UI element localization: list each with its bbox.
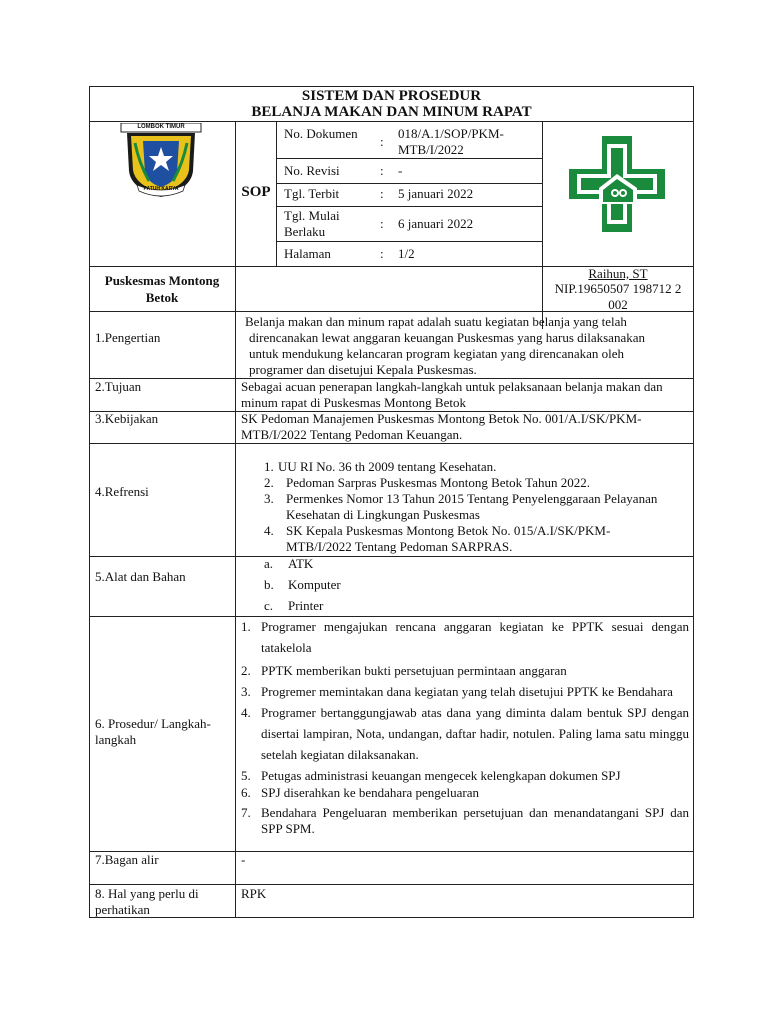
list-item: 2. PPTK memberikan bukti persetujuan permintaan anggaran	[241, 663, 567, 678]
section-label-bagan: 7.Bagan alir	[95, 852, 159, 867]
section-label-prosedur: 6. Prosedur/ Langkah-langkah	[95, 716, 211, 747]
meta-sep-tgl-terbit: :	[380, 186, 384, 201]
meta-label-no-revisi: No. Revisi	[284, 163, 340, 178]
meta-sep-no-revisi: :	[380, 163, 384, 178]
meta-value-no-dokumen: 018/A.1/SOP/PKM-MTB/I/2022	[398, 126, 504, 157]
meta-label-tgl-terbit: Tgl. Terbit	[284, 186, 340, 201]
section-label-referensi: 4.Refrensi	[95, 484, 149, 499]
list-item: 3. Permenkes Nomor 13 Tahun 2015 Tentang Penyelenggaraan Pelayanan Kesehatan di Lingkungan Puskesmas	[264, 491, 658, 522]
meta-value-no-revisi: -	[398, 163, 403, 178]
list-item: 1. UU RI No. 36 th 2009 tentang Kesehatan.	[264, 459, 497, 474]
meta-value-tgl-mulai: 6 januari 2022	[398, 216, 474, 231]
logo-bottom-text: PATUH KARYA	[143, 186, 179, 192]
list-item: a. ATK	[264, 556, 314, 571]
list-item: 3. Progremer memintakan dana kegiatan yang telah disetujui PPTK ke Bendahara	[241, 684, 673, 699]
meta-value-halaman: 1/2	[398, 246, 415, 261]
section-text-pengertian: Belanja makan dan minum rapat adalah suatu kegiatan belanja yang telah direncanakan lewat anggaran keuangan Puskesmas yang harus dilaksanakan untuk mendukung kelancaran program kegiatan yang direncanakan oleh programer dan disetujui Kepala Puskesmas.	[245, 314, 645, 377]
list-item: 4. SK Kepala Puskesmas Montong Betok No. 015/A.I/SK/PKM-MTB/I/2022 Tentang Pedoman SARPRAS.	[264, 523, 611, 554]
sop-label: SOP	[241, 184, 271, 200]
meta-label-tgl-mulai: Tgl. Mulai Berlaku	[284, 208, 340, 239]
meta-sep-no-dokumen: :	[380, 134, 384, 149]
section-label-pengertian: 1.Pengertian	[95, 330, 161, 345]
section-label-hal: 8. Hal yang perlu di perhatikan	[95, 886, 199, 917]
logo-top-text: LOMBOK TIMUR	[137, 124, 185, 130]
list-item: b. Komputer	[264, 577, 341, 592]
list-item: c. Printer	[264, 598, 324, 613]
prosedur-list	[241, 616, 689, 837]
section-text-tujuan: Sebagai acuan penerapan langkah-langkah untuk pelaksanaan belanja makan dan minum rapat di Puskesmas Montong Betok	[241, 379, 663, 410]
org-name: Puskesmas Montong Betok	[104, 273, 220, 305]
puskesmas-cross-logo	[569, 136, 665, 232]
document-title-line1: SISTEM DAN PROSEDUR	[301, 88, 482, 104]
list-item: 2. Pedoman Sarpras Puskesmas Montong Betok Tahun 2022.	[264, 475, 590, 490]
referensi-list	[264, 459, 674, 555]
signer-name: Raihun, ST	[588, 266, 648, 281]
meta-sep-tgl-mulai: :	[380, 216, 384, 231]
alat-list	[264, 556, 564, 619]
meta-label-no-dokumen: No. Dokumen	[284, 126, 358, 141]
list-item: 4. Programer bertanggungjawab atas dana yang diminta dalam bentuk SPJ dengan disertai lampiran, Nota, undangan, daftar hadir, notulen. Paling lama satu minggu setelah kegiatan dilaksanakan.	[241, 705, 689, 762]
section-label-tujuan: 2.Tujuan	[95, 379, 142, 394]
signer-nip: NIP.19650507 198712 2 002	[554, 281, 682, 312]
list-item: 6. SPJ diserahkan ke bendahara pengeluaran	[241, 785, 480, 800]
section-label-kebijakan: 3.Kebijakan	[95, 411, 159, 426]
meta-label-halaman: Halaman	[284, 246, 331, 261]
section-label-alat: 5.Alat dan Bahan	[95, 569, 186, 584]
list-item: 5. Petugas administrasi keuangan mengecek kelengkapan dokumen SPJ	[241, 768, 621, 783]
lombok-timur-logo	[119, 123, 203, 199]
meta-sep-halaman: :	[380, 246, 384, 261]
list-item: 7. Bendahara Pengeluaran memberikan persetujuan dan menandatangani SPJ dan SPP SPM.	[241, 805, 689, 836]
meta-value-tgl-terbit: 5 januari 2022	[398, 186, 474, 201]
section-text-bagan: -	[241, 852, 246, 867]
list-item: 1. Programer mengajukan rencana anggaran kegiatan ke PPTK sesuai dengan tatakelola	[241, 619, 689, 655]
document-title-line2: BELANJA MAKAN DAN MINUM RAPAT	[251, 104, 532, 120]
section-text-kebijakan: SK Pedoman Manajemen Puskesmas Montong Betok No. 001/A.I/SK/PKM-MTB/I/2022 Tentang Pedoman Keuangan.	[241, 411, 642, 442]
section-text-hal: RPK	[241, 886, 267, 901]
